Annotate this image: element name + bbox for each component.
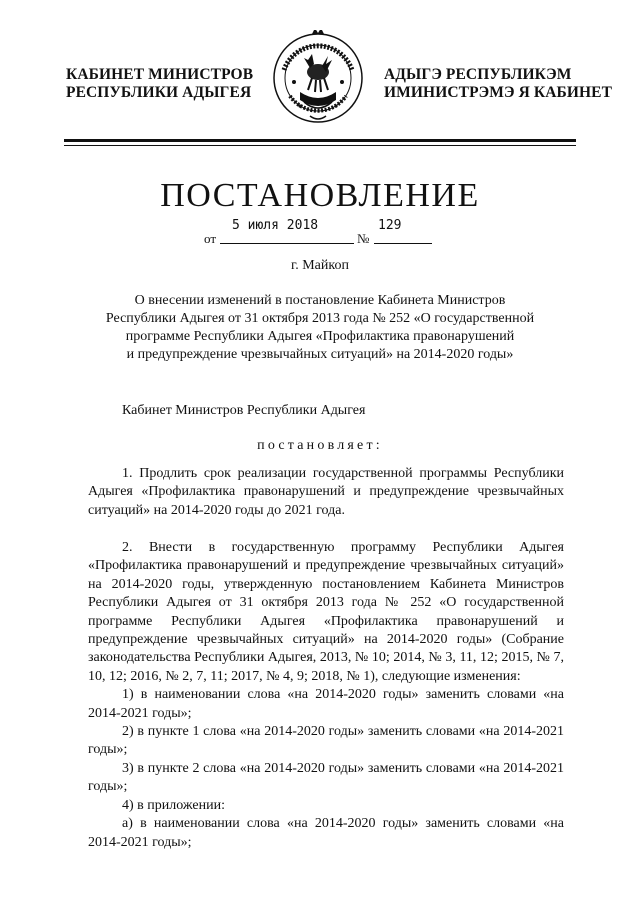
list-item: 3) в пункте 2 слова «на 2014-2020 годы» заменить словами «на 2014-2021 годы»;: [88, 760, 564, 795]
header-right: [384, 66, 612, 102]
paragraph-1: [88, 465, 564, 520]
date-label: от: [204, 231, 217, 246]
subject-line: и предупреждение чрезвычайных ситуаций» на 2014-2020 годы»: [126, 347, 514, 362]
paragraph-text: 2. Внести в государственную программу Республики Адыгея «Профилактика правонарушений и предупреждение чрезвычайных ситуаций» на 2014-2020 годы, утвержденную постановлением Кабинета Министров Республики Адыгея от 31 октября 2013 года № 252 «О государственной программе Республики Адыгея «Профилактика правонарушений и предупреждение чрезвычайных ситуаций» на 2014-2020 годы» (Собрание законодательства Республики Адыгея, 2013, № 10; 2014, № 3, 11, 12; 2015, № 7, 10, 12; 2016, № 2, 7, 11; 2017, № 4, 9; 2018, № 1), следующие изменения:: [88, 540, 564, 684]
date-underline: [220, 243, 354, 244]
coat-of-arms-icon: [270, 30, 366, 140]
date-number-row: [0, 218, 640, 246]
header-left-line1: КАБИНЕТ МИНИСТРОВ: [66, 66, 254, 83]
date-value: 5 июля 2018: [232, 218, 319, 233]
subject-line: Республики Адыгея от 31 октября 2013 года № 252 «О государственной: [105, 311, 535, 326]
header-left-line2: РЕСПУБЛИКИ АДЫГЕЯ: [66, 84, 252, 101]
header-rule-thick: [64, 139, 576, 142]
list-item: 4) в приложении:: [122, 797, 225, 813]
city: г. Майкоп: [291, 258, 349, 273]
cabinet-line: Кабинет Министров Республики Адыгея: [122, 403, 366, 418]
header-rule-thin: [64, 145, 576, 146]
list-item: 1) в наименовании слова «на 2014-2020 годы» заменить словами «на 2014-2021 годы»;: [88, 687, 564, 721]
subject: [80, 292, 560, 364]
header-right-line1: АДЫГЭ РЕСПУБЛИКЭМ: [384, 66, 572, 83]
header-left: [66, 66, 253, 102]
paragraph-text: 1. Продлить срок реализации государственной программы Республики Адыгея «Профилактика правонарушений и предупреждение чрезвычайных ситуаций» на 2014-2020 годы до 2021 года.: [88, 466, 564, 518]
list-item: а) в наименовании слова «на 2014-2020 годы» заменить словами «на 2014-2021 годы»;: [88, 816, 564, 850]
subject-line: программе Республики Адыгея «Профилактика правонарушений: [125, 329, 515, 344]
number-value: 129: [378, 218, 402, 233]
number-label: №: [357, 231, 370, 246]
list-item: 2) в пункте 1 слова «на 2014-2020 годы» заменить словами «на 2014-2021 годы»;: [88, 724, 564, 758]
subject-line: О внесении изменений в постановление Кабинета Министров: [134, 293, 506, 308]
document-title: ПОСТАНОВЛЕНИЕ: [160, 177, 480, 214]
number-underline: [374, 243, 432, 244]
header-right-line2: ИМИНИСТРЭМЭ Я КАБИНЕТ: [384, 84, 613, 101]
paragraph-2: [88, 539, 564, 852]
decree-word: постановляет:: [257, 438, 383, 453]
